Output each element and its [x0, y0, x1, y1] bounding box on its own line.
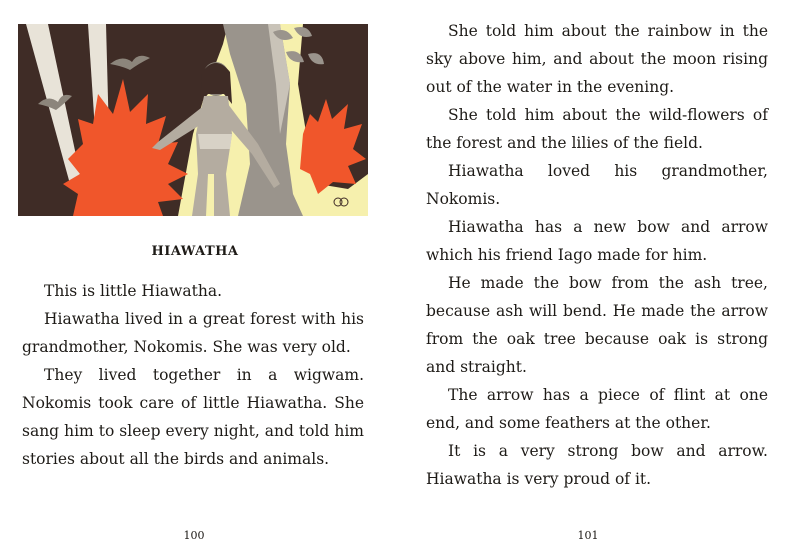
paragraph: It is a very strong bow and arrow. Hiawatha is very proud of it.	[426, 442, 768, 488]
chapter-title: HIAWATHA	[151, 244, 239, 259]
paragraph: Hiawatha loved his grandmother, Nokomis.	[426, 162, 768, 208]
right-page	[400, 0, 789, 550]
page-number: 101	[577, 529, 599, 542]
paragraph: Hiawatha has a new bow and arrow which his friend Iago made for him.	[426, 218, 768, 264]
paragraph: She told him about the wild-flowers of the forest and the lilies of the field.	[426, 106, 768, 152]
paragraph: The arrow has a piece of flint at one end, and some feathers at the other.	[426, 386, 768, 432]
left-page-text	[22, 277, 364, 473]
left-page	[0, 0, 390, 550]
paragraph: This is little Hiawatha.	[44, 282, 223, 300]
page-number: 100	[183, 529, 205, 542]
hiawatha-illustration	[18, 24, 368, 216]
right-page-text	[426, 17, 768, 493]
paragraph: They lived together in a wigwam. Nokomis took care of little Hiawatha. She sang him to sleep every night, and told him stories about all the birds and animals.	[22, 366, 364, 468]
forest-scene-image	[18, 24, 368, 216]
paragraph: Hiawatha lived in a great forest with his grandmother, Nokomis. She was very old.	[22, 310, 364, 356]
paragraph: She told him about the rainbow in the sky above him, and about the moon rising out of the water in the evening.	[426, 22, 768, 96]
paragraph: He made the bow from the ash tree, because ash will bend. He made the arrow from the oak tree because oak is strong and straight.	[426, 274, 768, 376]
